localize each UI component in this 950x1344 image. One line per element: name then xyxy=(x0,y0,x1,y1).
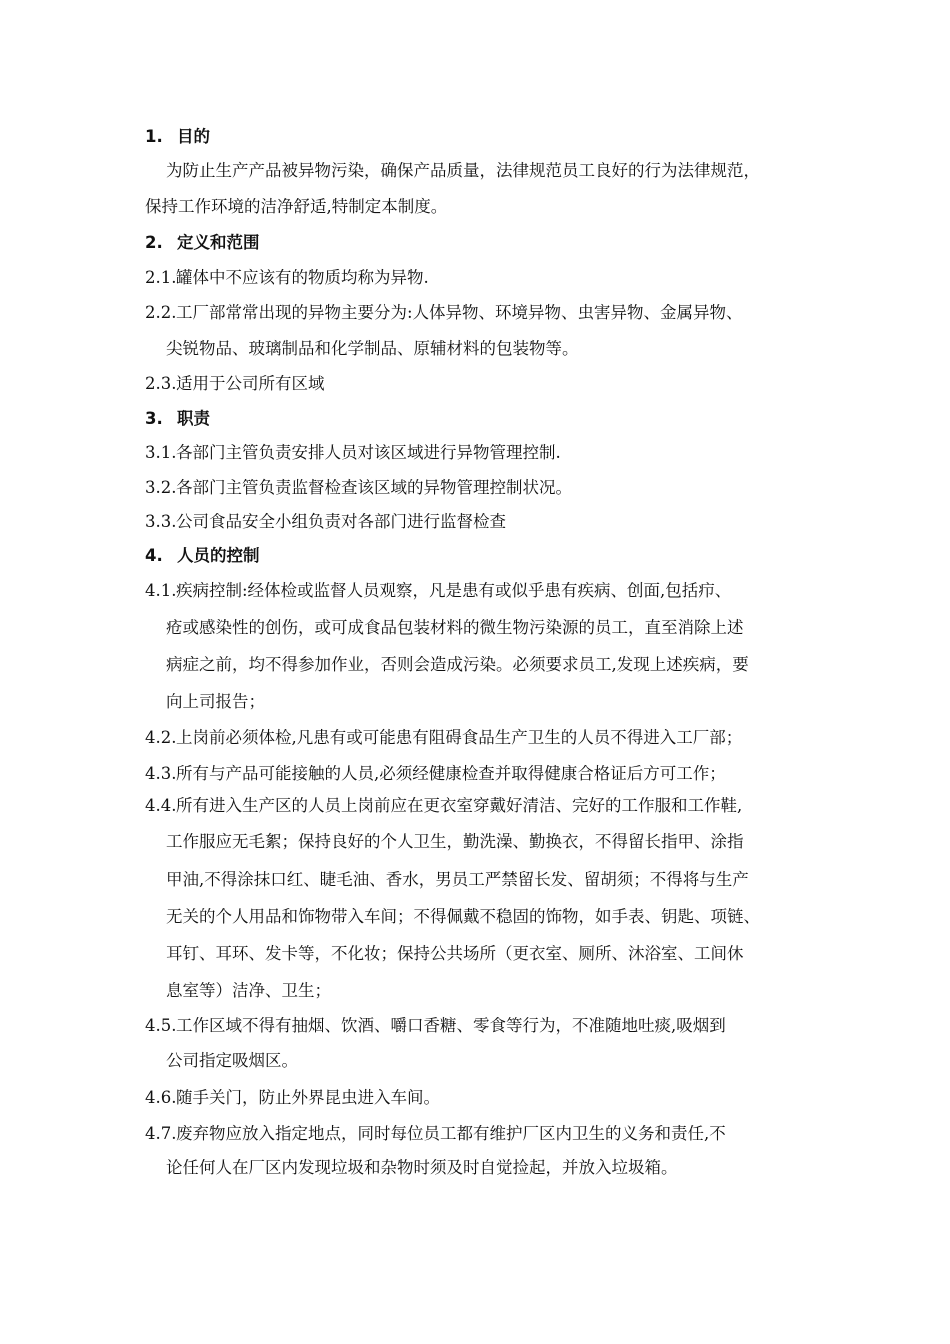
paragraph-line: 保持工作环境的洁净舒适,特制定本制度。 xyxy=(145,197,448,216)
section-title: 职责 xyxy=(177,409,210,428)
list-item xyxy=(145,303,743,323)
section-heading-1 xyxy=(145,127,210,147)
section-heading-4 xyxy=(145,546,260,566)
section-number: 3. xyxy=(145,409,163,428)
item-continuation: 工作服应无毛絮；保持良好的个人卫生，勤洗澡、勤换衣，不得留长指甲、涂指 xyxy=(166,832,744,851)
item-number: 4.5. xyxy=(145,1016,177,1035)
list-item xyxy=(145,764,726,784)
list-item xyxy=(145,443,561,463)
item-text: 公司食品安全小组负责对各部门进行监督检查 xyxy=(176,512,506,531)
section-heading-3 xyxy=(145,409,210,429)
item-text: 废弃物应放入指定地点，同时每位员工都有维护厂区内卫生的义务和责任,不 xyxy=(176,1124,726,1143)
section-title: 目的 xyxy=(177,127,210,146)
item-number: 3.2. xyxy=(145,478,177,497)
item-text: 罐体中不应该有的物质均称为异物. xyxy=(176,268,429,287)
item-number: 4.4. xyxy=(145,796,177,815)
item-text: 适用于公司所有区域 xyxy=(176,374,325,393)
item-number: 2.2. xyxy=(145,303,177,322)
item-continuation: 甲油,不得涂抹口红、睫毛油、香水，男员工严禁留长发、留胡须；不得将与生产 xyxy=(166,870,749,889)
item-text: 上岗前必须体检,凡患有或可能患有阻碍食品生产卫生的人员不得进入工厂部； xyxy=(176,728,743,747)
item-number: 4.3. xyxy=(145,764,177,783)
item-number: 3.1. xyxy=(145,443,177,462)
item-number: 4.2. xyxy=(145,728,177,747)
list-item xyxy=(145,1088,440,1108)
item-continuation: 尖锐物品、玻璃制品和化学制品、原辅材料的包装物等。 xyxy=(166,339,579,358)
list-item xyxy=(145,581,731,601)
item-continuation: 病症之前，均不得参加作业，否则会造成污染。必须要求员工,发现上述疾病，要 xyxy=(166,655,749,674)
section-number: 1. xyxy=(145,127,163,146)
section-title: 人员的控制 xyxy=(177,546,260,565)
list-item xyxy=(145,478,572,498)
item-continuation: 耳钉、耳环、发卡等，不化妆；保持公共场所（更衣室、厕所、沐浴室、工间休 xyxy=(166,944,744,963)
item-text: 疾病控制:经体检或监督人员观察，凡是患有或似乎患有疾病、创面,包括疖、 xyxy=(176,581,732,600)
list-item xyxy=(145,512,506,532)
item-continuation: 无关的个人用品和饰物带入车间；不得佩戴不稳固的饰物，如手表、钥匙、项链、 xyxy=(166,907,760,926)
list-item xyxy=(145,268,429,288)
section-number: 4. xyxy=(145,546,163,565)
item-number: 2.1. xyxy=(145,268,177,287)
list-item xyxy=(145,1124,726,1144)
list-item xyxy=(145,728,742,748)
item-text: 各部门主管负责安排人员对该区域进行异物管理控制. xyxy=(176,443,561,462)
item-number: 4.1. xyxy=(145,581,177,600)
item-number: 2.3. xyxy=(145,374,177,393)
item-continuation: 向上司报告； xyxy=(166,692,265,711)
list-item xyxy=(145,374,325,394)
section-heading-2 xyxy=(145,233,260,253)
list-item xyxy=(145,796,742,816)
section-title: 定义和范围 xyxy=(177,233,260,252)
item-number: 4.7. xyxy=(145,1124,177,1143)
item-continuation: 论任何人在厂区内发现垃圾和杂物时须及时自觉捡起，并放入垃圾箱。 xyxy=(166,1158,678,1177)
item-continuation: 疮或感染性的创伤，或可成食品包装材料的微生物污染源的员工，直至消除上述 xyxy=(166,618,744,637)
list-item xyxy=(145,1016,726,1036)
item-continuation: 息室等）洁净、卫生； xyxy=(166,981,331,1000)
item-number: 4.6. xyxy=(145,1088,177,1107)
item-text: 各部门主管负责监督检查该区域的异物管理控制状况。 xyxy=(176,478,572,497)
item-text: 工作区域不得有抽烟、饮酒、嚼口香糖、零食等行为，不准随地吐痰,吸烟到 xyxy=(176,1016,726,1035)
item-text: 随手关门，防止外界昆虫进入车间。 xyxy=(176,1088,440,1107)
item-text: 所有进入生产区的人员上岗前应在更衣室穿戴好清洁、完好的工作服和工作鞋, xyxy=(176,796,743,815)
paragraph-line: 为防止生产产品被异物污染，确保产品质量，法律规范员工良好的行为法律规范， xyxy=(166,161,760,180)
item-number: 3.3. xyxy=(145,512,177,531)
item-text: 所有与产品可能接触的人员,必须经健康检查并取得健康合格证后方可工作； xyxy=(176,764,726,783)
item-continuation: 公司指定吸烟区。 xyxy=(166,1051,298,1070)
section-number: 2. xyxy=(145,233,163,252)
item-text: 工厂部常常出现的异物主要分为:人体异物、环境异物、虫害异物、金属异物、 xyxy=(176,303,743,322)
